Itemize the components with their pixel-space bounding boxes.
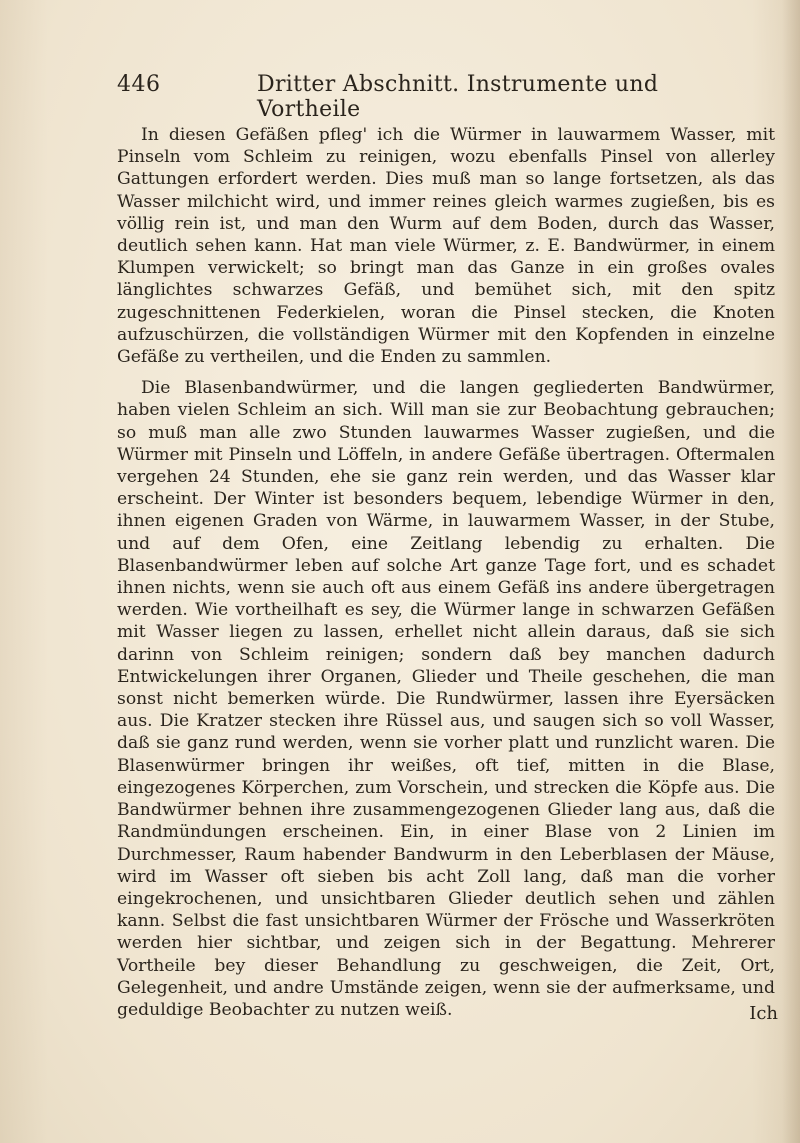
catchword: Ich [749,1003,778,1024]
paragraph: Die Blasenbandwürmer, und die langen gegliederten Bandwürmer, haben vielen Schleim an sich. Will man sie zur Beobachtung gebrauchen; so muß man alle zwo Stunden lauwarmes Wasser zugießen, und die Würmer mit Pinseln und Löffeln, in andere Gefäße übertragen. Oftermalen vergehen 24 Stunden, ehe sie ganz rein werden, und das Wasser klar erscheint. Der Winter ist besonders bequem, lebendige Würmer in den, ihnen eigenen Graden von Wärme, in lauwarmem Wasser, in der Stube, und auf dem Ofen, eine Zeitlang lebendig zu erhalten. Die Blasenbandwürmer leben auf solche Art ganze Tage fort, und es schadet ihnen nichts, wenn sie auch oft aus einem Gefäß ins andere übergetragen werden. Wie vortheilhaft es sey, die Würmer lange in schwarzen Gefäßen mit Wasser liegen zu lassen, erhellet nicht allein daraus, daß sie sich darinn von Schleim reinigen; sondern daß bey manchen dadurch Entwickelungen ihrer Organen, Glieder und Theile geschehen, die man sonst nicht bemerken würde. Die Rundwürmer, lassen ihre Eyersäcken aus. Die Kratzer stecken ihre Rüssel aus, und saugen sich so voll Wasser, daß sie ganz rund werden, wenn sie vorher platt und runzlicht waren. Die Blasenwürmer bringen ihr weißes, oft tief, mitten in die Blase, eingezogenes Körperchen, zum Vorschein, und strecken die Köpfe aus. Die Bandwürmer behnen ihre zusammengezogenen Glieder lang aus, daß die Randmündungen erscheinen. Ein, in einer Blase von 2 Linien im Durchmesser, Raum habender Bandwurm in den Leberblasen der Mäuse, wird im Wasser oft sieben bis acht Zoll lang, daß man die vorher eingekrochenen, und unsichtbaren Glieder deutlich sehen und zählen kann. Selbst die fast unsichtbaren Würmer der Frösche und Wasserkröten werden hier sichtbar, und zeigen sich in der Begattung. Mehrerer Vortheile bey dieser Behandlung zu geschweigen, die Zeit, Ort, Gelegenheit, und andre Umstände zeigen, wenn sie der aufmerksame, und geduldige Beobachter zu nutzen weiß. [117,378,775,1020]
page-number: 446 [117,72,161,97]
body-text [117,124,775,1030]
paragraph: In diesen Gefäßen pfleg' ich die Würmer in lauwarmem Wasser, mit Pinseln vom Schleim zu reinigen, wozu ebenfalls Pinsel von allerley Gattungen erfordert werden. Dies muß man so lange fortsetzen, als das Wasser milchicht wird, und immer reines gleich warmes zugießen, bis es völlig rein ist, und man den Wurm auf dem Boden, durch das Wasser, deutlich sehen kann. Hat man viele Würmer, z. E. Bandwürmer, in einem Klumpen verwickelt; so bringt man das Ganze in ein großes ovales länglichtes schwarzes Gefäß, und bemühet sich, mit den spitz zugeschnittenen Federkielen, woran die Pinsel stecken, die Knoten aufzuschürzen, die vollständigen Würmer mit den Kopfenden in einzelne Gefäße zu vertheilen, und die Enden zu sammlen. [117,125,775,368]
running-head: Dritter Abschnitt. Instrumente und Vortheile [257,72,659,122]
page-header [117,72,740,122]
page-edge-shadow [782,0,800,1143]
